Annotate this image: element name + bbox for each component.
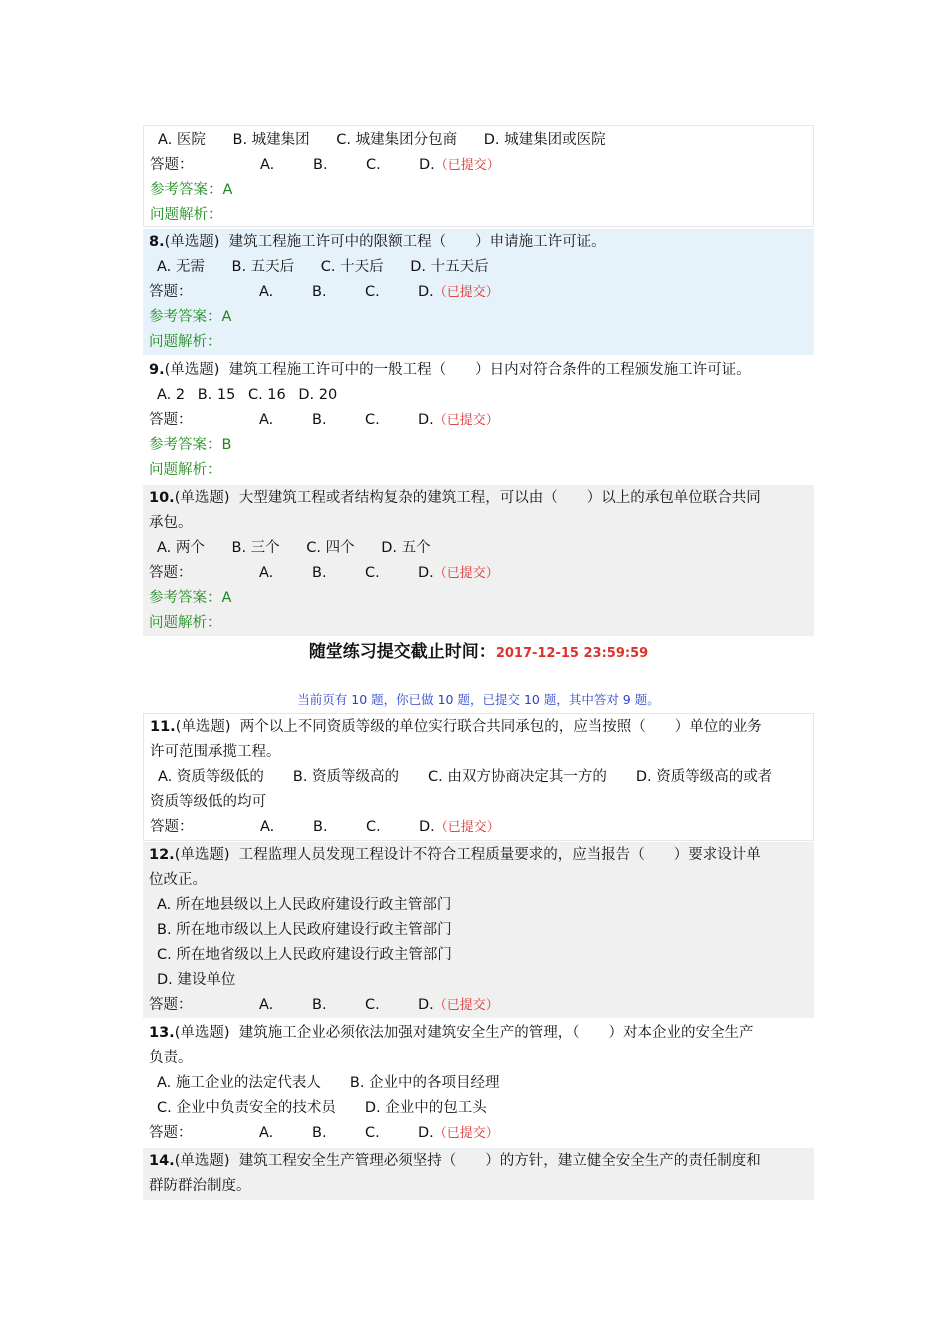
explanation: 问题解析： bbox=[149, 334, 222, 350]
answer-a[interactable]: A. bbox=[259, 284, 274, 300]
answer-d[interactable]: D. bbox=[418, 412, 434, 428]
answer-c[interactable]: C. bbox=[365, 284, 380, 300]
answer-d[interactable]: D. bbox=[418, 997, 434, 1013]
option-a[interactable]: A. 2 bbox=[157, 387, 186, 403]
answer-b[interactable]: B. bbox=[312, 284, 327, 300]
option-d[interactable]: D. 城建集团或医院 bbox=[483, 132, 606, 148]
answer-b[interactable]: B. bbox=[312, 1125, 327, 1141]
option-b[interactable]: B. 三个 bbox=[231, 540, 280, 556]
option-a[interactable]: A. 医院 bbox=[158, 132, 206, 148]
reference-answer: 参考答案：B bbox=[149, 437, 232, 453]
answer-c[interactable]: C. bbox=[365, 1125, 380, 1141]
option-a[interactable]: A. 所在地县级以上人民政府建设行政主管部门 bbox=[157, 897, 452, 913]
option-b[interactable]: B. 城建集团 bbox=[232, 132, 310, 148]
answer-c[interactable]: C. bbox=[365, 997, 380, 1013]
question-stem-cont: 许可范围承揽工程。 bbox=[150, 744, 281, 760]
option-c[interactable]: C. 四个 bbox=[306, 540, 355, 556]
option-c[interactable]: C. 所在地省级以上人民政府建设行政主管部门 bbox=[157, 947, 452, 963]
question-stem: 8.(单选题) 建筑工程施工许可中的限额工程（ ）申请施工许可证。 bbox=[149, 234, 606, 250]
explanation: 问题解析： bbox=[149, 462, 222, 478]
question-stem: 11.(单选题) 两个以上不同资质等级的单位实行联合共同承包的，应当按照（ ）单位的业务 bbox=[150, 719, 762, 735]
reference-answer: 参考答案：A bbox=[149, 309, 232, 325]
option-b[interactable]: B. 所在地市级以上人民政府建设行政主管部门 bbox=[157, 922, 452, 938]
answer-row: 答题： A. B. C. D.（已提交） bbox=[149, 993, 808, 1018]
options-row bbox=[150, 128, 807, 153]
explanation: 问题解析： bbox=[149, 615, 222, 631]
answer-d[interactable]: D. bbox=[419, 157, 435, 173]
answer-c[interactable]: C. bbox=[366, 819, 381, 835]
option-d[interactable]: D. 十五天后 bbox=[410, 259, 489, 275]
answer-row: 答题： A. B. C. D.（已提交） bbox=[149, 408, 808, 433]
option-c[interactable]: C. 城建集团分包商 bbox=[336, 132, 458, 148]
question-9 bbox=[143, 357, 814, 483]
option-b[interactable]: B. 15 bbox=[197, 387, 236, 403]
submission-deadline bbox=[143, 637, 814, 667]
submitted-badge: （已提交） bbox=[433, 413, 499, 428]
option-a[interactable]: A. 无需 bbox=[157, 259, 205, 275]
options-row-2[interactable]: C. 企业中负责安全的技术员 D. 企业中的包工头 bbox=[157, 1100, 487, 1116]
submitted-badge: （已提交） bbox=[433, 998, 499, 1013]
question-stem-cont: 承包。 bbox=[149, 515, 193, 531]
answer-d[interactable]: D. bbox=[418, 565, 434, 581]
option-b[interactable]: B. 五天后 bbox=[231, 259, 295, 275]
options-row bbox=[149, 255, 808, 280]
answer-row: 答题： A. B. C. D.（已提交） bbox=[149, 561, 808, 586]
question-14 bbox=[143, 1148, 814, 1200]
progress-summary: 当前页有 10 题，你已做 10 题，已提交 10 题，其中答对 9 题。 bbox=[297, 692, 660, 707]
question-8 bbox=[143, 229, 814, 355]
answer-a[interactable]: A. bbox=[259, 565, 274, 581]
options-row[interactable]: A. 施工企业的法定代表人 B. 企业中的各项目经理 bbox=[157, 1075, 500, 1091]
answer-b[interactable]: B. bbox=[312, 997, 327, 1013]
options-row[interactable]: A. 资质等级低的 B. 资质等级高的 C. 由双方协商决定其一方的 D. 资质等级高的或者 bbox=[158, 769, 773, 785]
option-c[interactable]: C. 十天后 bbox=[320, 259, 384, 275]
reference-answer: 参考答案：A bbox=[150, 182, 233, 198]
answer-d[interactable]: D. bbox=[418, 1125, 434, 1141]
answer-d[interactable]: D. bbox=[418, 284, 434, 300]
question-11 bbox=[143, 713, 814, 841]
answer-c[interactable]: C. bbox=[365, 565, 380, 581]
option-d[interactable]: D. 建设单位 bbox=[157, 972, 236, 988]
submitted-badge: （已提交） bbox=[433, 566, 499, 581]
deadline-label: 随堂练习提交截止时间： bbox=[308, 642, 496, 662]
answer-a[interactable]: A. bbox=[259, 997, 274, 1013]
option-d[interactable]: D. 五个 bbox=[381, 540, 431, 556]
answer-c[interactable]: C. bbox=[366, 157, 381, 173]
answer-a[interactable]: A. bbox=[260, 819, 275, 835]
question-stem-cont: 位改正。 bbox=[149, 872, 207, 888]
question-7 bbox=[143, 125, 814, 227]
submitted-badge: （已提交） bbox=[434, 158, 500, 173]
answer-b[interactable]: B. bbox=[312, 565, 327, 581]
answer-row: 答题： A. B. C. D.（已提交） bbox=[150, 815, 807, 840]
answer-row bbox=[150, 153, 807, 178]
answer-a[interactable]: A. bbox=[259, 1125, 274, 1141]
answer-a[interactable]: A. bbox=[259, 412, 274, 428]
answer-label: 答题： bbox=[150, 157, 194, 173]
question-10 bbox=[143, 485, 814, 636]
question-stem-cont: 负责。 bbox=[149, 1050, 193, 1066]
question-12 bbox=[143, 842, 814, 1018]
option-a[interactable]: A. 两个 bbox=[157, 540, 205, 556]
question-stem: 13.(单选题) 建筑施工企业必须依法加强对建筑安全生产的管理，（ ）对本企业的安全生产 bbox=[149, 1025, 754, 1041]
answer-row: 答题： A. B. C. D.（已提交） bbox=[149, 280, 808, 305]
question-stem-cont: 群防群治制度。 bbox=[149, 1178, 251, 1194]
question-13 bbox=[143, 1020, 814, 1146]
question-stem: 9.(单选题) 建筑工程施工许可中的一般工程（ ）日内对符合条件的工程颁发施工许可证。 bbox=[149, 362, 751, 378]
question-stem: 10.(单选题) 大型建筑工程或者结构复杂的建筑工程，可以由（ ）以上的承包单位联合共同 bbox=[149, 490, 761, 506]
answer-c[interactable]: C. bbox=[365, 412, 380, 428]
question-stem: 12.(单选题) 工程监理人员发现工程设计不符合工程质量要求的，应当报告（ ）要求设计单 bbox=[149, 847, 761, 863]
option-c[interactable]: C. 16 bbox=[247, 387, 286, 403]
answer-row: 答题： A. B. C. D.（已提交） bbox=[149, 1121, 808, 1146]
options-row bbox=[149, 383, 808, 408]
option-d[interactable]: D. 20 bbox=[298, 387, 338, 403]
explanation: 问题解析： bbox=[150, 207, 223, 223]
submitted-badge: （已提交） bbox=[433, 1126, 499, 1141]
answer-d[interactable]: D. bbox=[419, 819, 435, 835]
answer-b[interactable]: B. bbox=[313, 819, 328, 835]
answer-b[interactable]: B. bbox=[312, 412, 327, 428]
submitted-badge: （已提交） bbox=[434, 820, 500, 835]
question-stem: 14.(单选题) 建筑工程安全生产管理必须坚持（ ）的方针，建立健全安全生产的责任制度和 bbox=[149, 1153, 761, 1169]
options-row bbox=[149, 536, 808, 561]
answer-b[interactable]: B. bbox=[313, 157, 328, 173]
deadline-time: 2017-12-15 23:59:59 bbox=[495, 646, 649, 661]
answer-a[interactable]: A. bbox=[260, 157, 275, 173]
submitted-badge: （已提交） bbox=[433, 285, 499, 300]
options-row-cont[interactable]: 资质等级低的均可 bbox=[150, 794, 266, 810]
reference-answer: 参考答案：A bbox=[149, 590, 232, 606]
